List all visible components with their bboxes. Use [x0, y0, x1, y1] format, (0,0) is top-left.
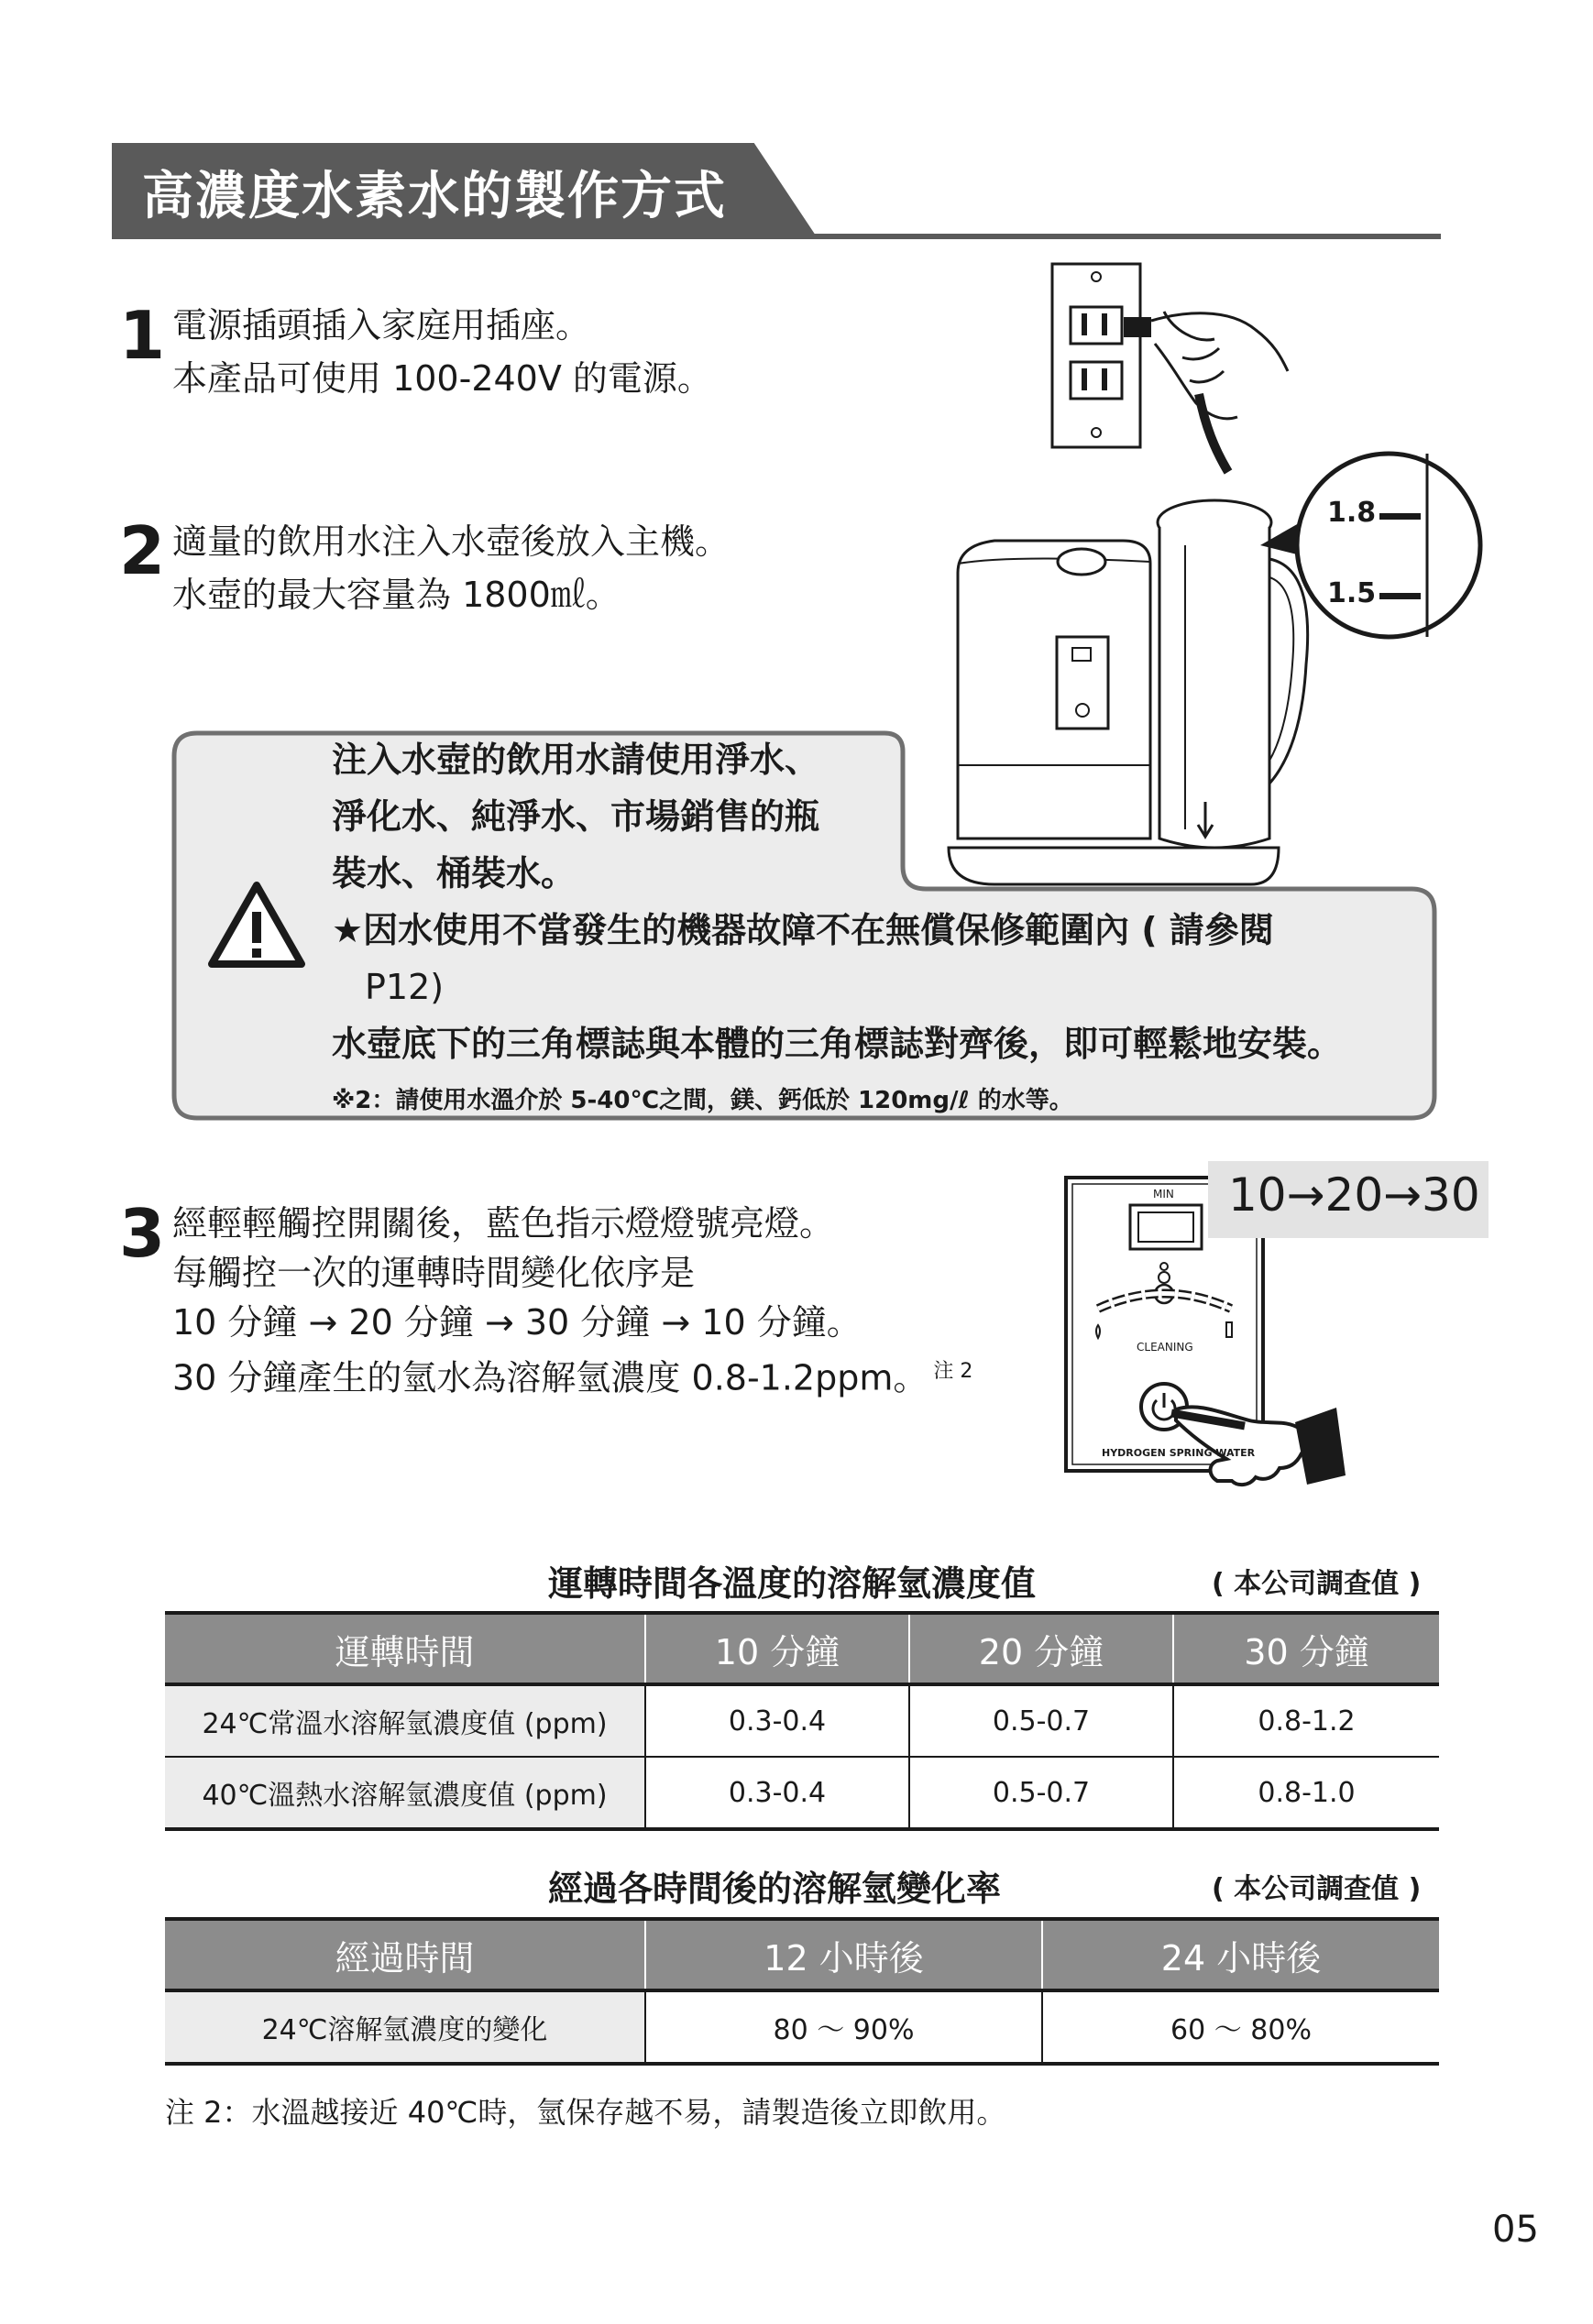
table2-title: 經過各時間後的溶解氫變化率 — [548, 1869, 1002, 1909]
table1-row-label: 40℃溫熱水溶解氫濃度值 (ppm) — [165, 1757, 645, 1829]
table1-row-label: 24℃常溫水溶解氫濃度值 (ppm) — [165, 1684, 645, 1757]
warning-line-1: 注入水壺的飲用水請使用淨水、 — [332, 740, 820, 780]
table2-row-label: 24℃溶解氫濃度的變化 — [165, 1990, 645, 2064]
step-number-3: 3 — [119, 1195, 166, 1272]
table1-note: ( 本公司調查值 ) — [1212, 1568, 1422, 1600]
table1-header-cell: 運轉時間 — [165, 1613, 645, 1684]
table-row — [165, 1990, 1439, 2064]
step-3-line-4-text: 30 分鐘產生的氫水為溶解氫濃度 0.8-1.2ppm。 — [172, 1357, 928, 1398]
warning-line-6: 水壺底下的三角標誌與本體的三角標誌對齊後，即可輕鬆地安裝。 — [332, 1024, 1343, 1064]
table1-title: 運轉時間各溫度的溶解氫濃度值 — [548, 1563, 1037, 1604]
warning-line-3: 裝水、桶裝水。 — [332, 853, 577, 893]
step-3-line-4 — [172, 1347, 972, 1403]
table2-header-row — [165, 1919, 1439, 1990]
table1-cell: 0.8-1.2 — [1173, 1684, 1439, 1757]
step-1-line-2: 本產品可使用 100-240V 的電源。 — [172, 358, 712, 399]
table1-header-cell: 30 分鐘 — [1173, 1613, 1439, 1684]
step-1-line-1: 電源插頭插入家庭用插座。 — [172, 305, 591, 345]
table2-note: ( 本公司調查值 ) — [1212, 1873, 1422, 1905]
table1-cell: 0.3-0.4 — [645, 1684, 909, 1757]
step-3-line-1: 經輕輕觸控開關後，藍色指示燈燈號亮燈。 — [172, 1203, 835, 1244]
step-3-line-2: 每觸控一次的運轉時間變化依序是 — [172, 1253, 696, 1293]
warning-small-note: ※2：請使用水溫介於 5-40℃之間，鎂、鈣低於 120mg/ℓ 的水等。 — [332, 1087, 1073, 1114]
step-2-text — [172, 515, 730, 621]
table2-header-cell: 12 小時後 — [645, 1919, 1042, 1990]
table2-header-cell: 24 小時後 — [1042, 1919, 1439, 1990]
footnote: 注 2：水溫越接近 40℃時，氫保存越不易，請製造後立即飲用。 — [165, 2095, 1006, 2130]
table1-cell: 0.5-0.7 — [909, 1684, 1173, 1757]
step-3-footnote-ref: 注 2 — [933, 1360, 973, 1383]
table1-header-cell: 10 分鐘 — [645, 1613, 909, 1684]
step-2-line-2: 水壺的最大容量為 1800㎖。 — [172, 575, 621, 615]
sequence-text: 10→20→30 — [1228, 1168, 1480, 1222]
warning-line-5: P12) — [365, 967, 445, 1007]
step-2-line-1: 適量的飲用水注入水壺後放入主機。 — [172, 521, 731, 562]
step-3-text — [172, 1199, 972, 1403]
step-number-2: 2 — [119, 512, 166, 589]
step-3-line-3: 10 分鐘 → 20 分鐘 → 30 分鐘 → 10 分鐘。 — [172, 1302, 862, 1343]
hydrogen-concentration-table — [165, 1611, 1439, 1831]
hydrogen-retention-table — [165, 1917, 1439, 2066]
table2-header-cell: 經過時間 — [165, 1919, 645, 1990]
wall-outlet-illustration — [1036, 257, 1329, 477]
warning-line-2: 淨化水、純淨水、市場銷售的瓶 — [332, 796, 820, 837]
warning-triangle-icon — [206, 880, 307, 971]
step-number-1: 1 — [119, 297, 166, 374]
table1-cell: 0.8-1.0 — [1173, 1757, 1439, 1829]
table-row — [165, 1757, 1439, 1829]
table1-header-row — [165, 1613, 1439, 1684]
panel-min-label: MIN — [1153, 1188, 1174, 1200]
page-title: 高濃度水素水的製作方式 — [142, 167, 727, 226]
table-row — [165, 1684, 1439, 1757]
table2-cell: 80 ～ 90% — [645, 1990, 1042, 2064]
page-number: 05 — [1492, 2209, 1539, 2251]
panel-cleaning-label: CLEANING — [1137, 1341, 1193, 1354]
table2-cell: 60 ～ 80% — [1042, 1990, 1439, 2064]
warning-line-4: ★因水使用不當發生的機器故障不在無償保修範圍內 ( 請參閱 — [332, 910, 1274, 950]
panel-brand-label: HYDROGEN SPRING WATER — [1102, 1447, 1256, 1459]
table1-header-cell: 20 分鐘 — [909, 1613, 1173, 1684]
gauge-label-lower: 1.5 — [1327, 577, 1377, 609]
table1-cell: 0.3-0.4 — [645, 1757, 909, 1829]
table1-cell: 0.5-0.7 — [909, 1757, 1173, 1829]
gauge-label-upper: 1.8 — [1327, 497, 1377, 529]
step-1-text — [172, 299, 712, 405]
water-level-gauge — [1288, 444, 1489, 646]
header-rule — [112, 234, 1441, 239]
